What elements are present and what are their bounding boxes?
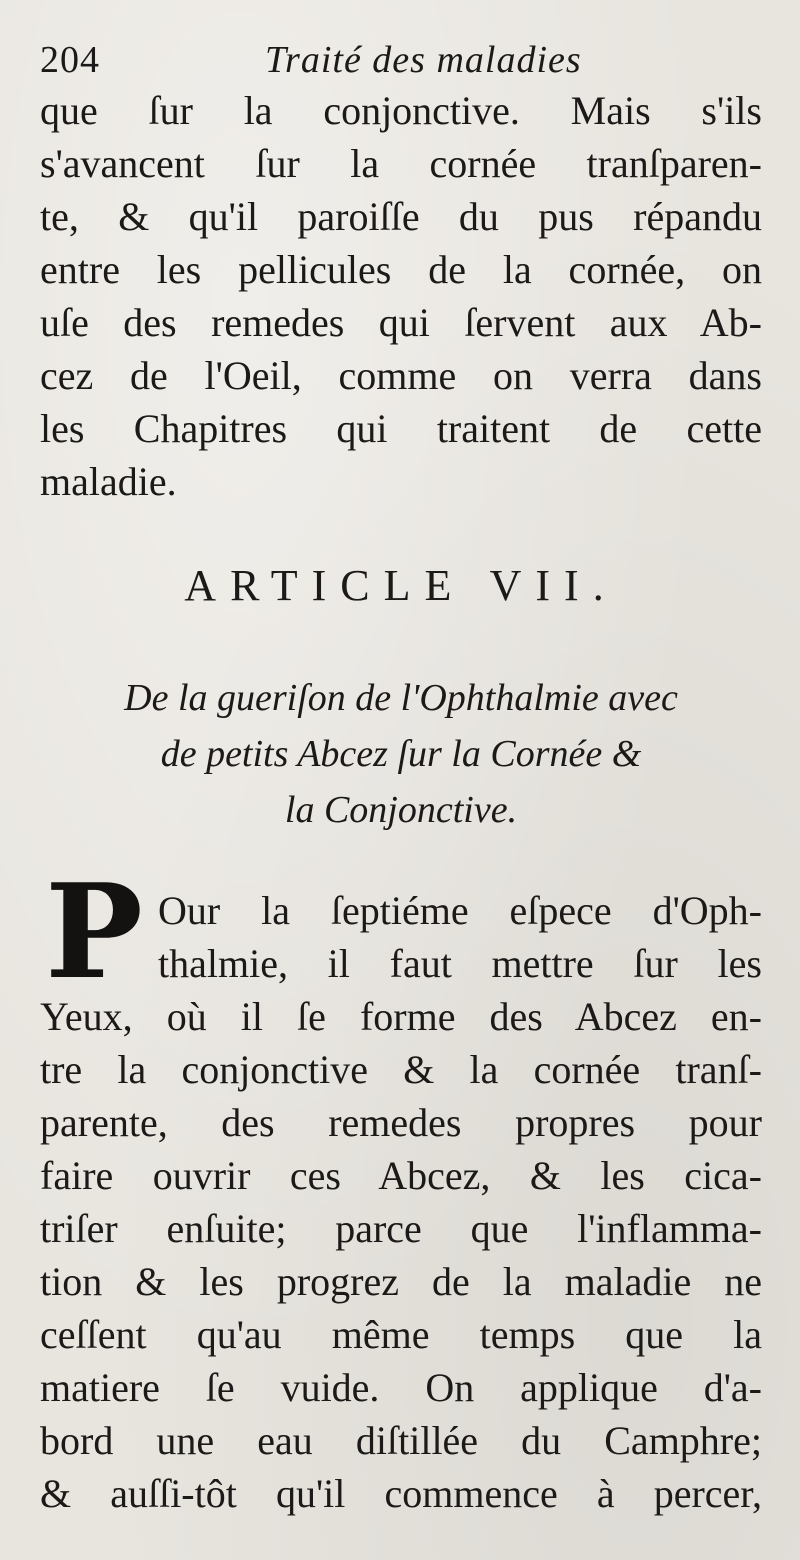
text-line: faire ouvrir ces Abcez, & les cica- <box>40 1153 762 1198</box>
text-line: & auſſi-tôt qu'il commence à percer, <box>40 1471 762 1516</box>
text-line: maladie. <box>40 459 177 504</box>
text-line: bord une eau diſtillée du Camphre; <box>40 1418 762 1463</box>
text-line: uſe des remedes qui ſervent aux Ab- <box>40 300 762 345</box>
running-head <box>40 38 760 88</box>
text-line: matiere ſe vuide. On applique d'a- <box>40 1365 762 1410</box>
subtitle-line: De la gueriſon de l'Ophthalmie avec <box>124 677 678 719</box>
text-line: triſer enſuite; parce que l'inflamma- <box>40 1206 762 1251</box>
text-line: tre la conjonctive & la cornée tranſ- <box>40 1047 762 1092</box>
text-line: que ſur la conjonctive. Mais s'ils <box>40 88 762 133</box>
text-line: les Chapitres qui traitent de cette <box>40 406 762 451</box>
text-line: cez de l'Oeil, comme on verra dans <box>40 353 762 398</box>
article-subtitle <box>40 670 762 838</box>
text-line: Our la ſeptiéme eſpece d'Oph- <box>158 888 762 933</box>
running-title: Traité des maladies <box>265 39 582 81</box>
text-line: Yeux, où il ſe forme des Abcez en- <box>40 994 762 1039</box>
text-line: te, & qu'il paroiſſe du pus répandu <box>40 194 762 239</box>
subtitle-line: la Conjonctive. <box>284 789 518 831</box>
body-paragraph <box>40 884 762 1520</box>
page-number: 204 <box>40 39 100 81</box>
top-paragraph <box>40 84 762 508</box>
text-line: thalmie, il faut mettre ſur les <box>158 941 762 986</box>
drop-cap: P <box>45 855 143 1008</box>
text-line: ceſſent qu'au même temps que la <box>40 1312 762 1357</box>
text-line: entre les pellicules de la cornée, on <box>40 247 762 292</box>
article-heading: ARTICLE VII. <box>184 561 618 610</box>
subtitle-line: de petits Abcez ſur la Cornée & <box>160 733 642 775</box>
text-line: s'avancent ſur la cornée tranſparen- <box>40 141 762 186</box>
text-line: tion & les progrez de la maladie ne <box>40 1259 762 1304</box>
text-line: parente, des remedes propres pour <box>40 1100 762 1145</box>
